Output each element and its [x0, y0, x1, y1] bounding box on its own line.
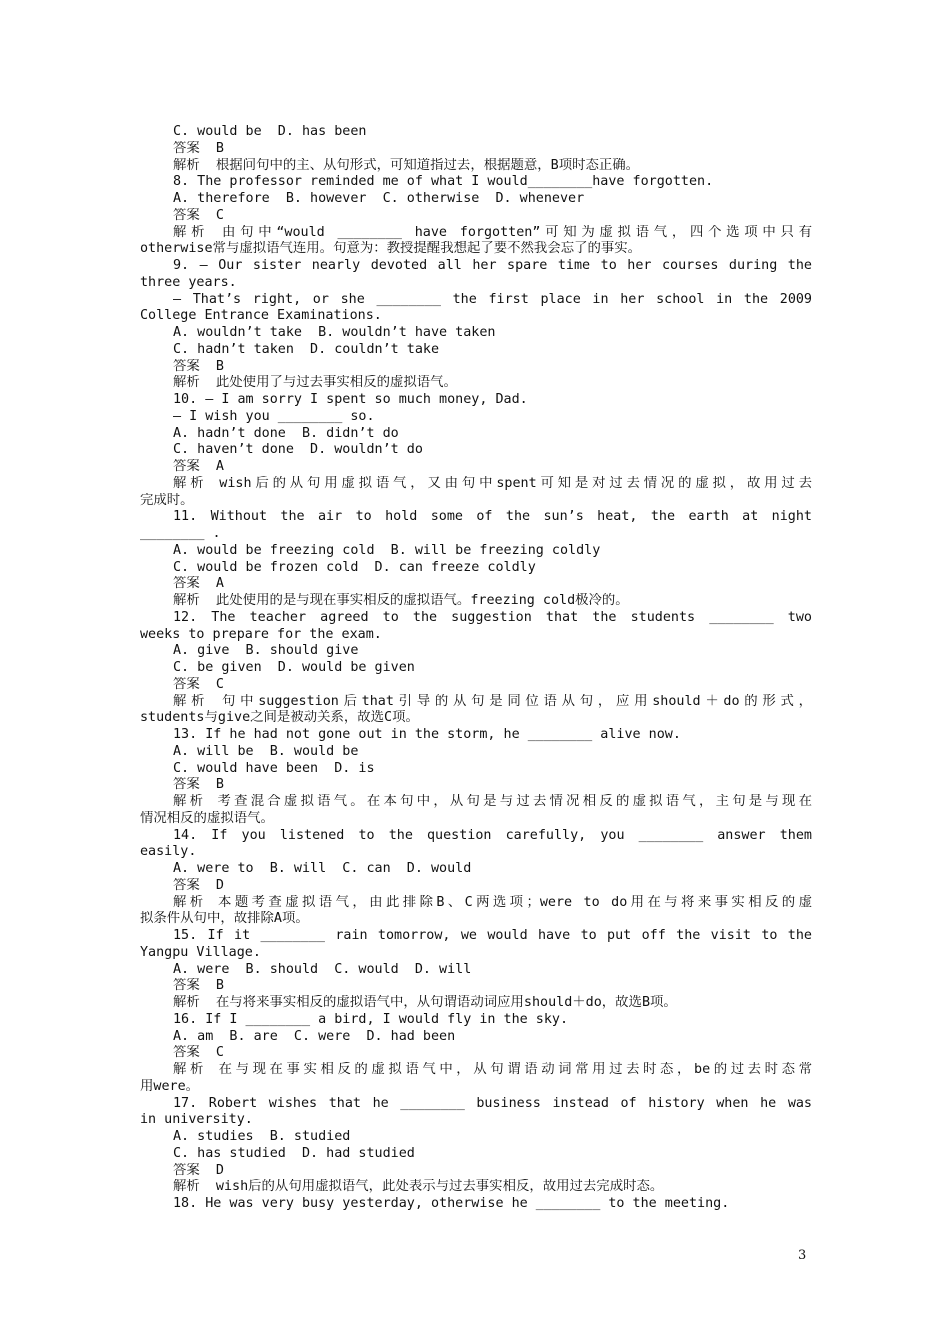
text-line: 答案 C — [173, 207, 224, 223]
text-line: weeks to prepare for the exam. — [140, 626, 382, 642]
text-line: 解析 考查混合虚拟语气。在本句中，从句是与过去情况相反的虚拟语气，主句是与现在 — [173, 794, 812, 809]
text-line: 答案 B — [173, 140, 224, 156]
text-line: 解析 此处使用的是与现在事实相反的虚拟语气。freezing cold极冷的。 — [173, 593, 629, 608]
text-line: 解析 句中suggestion后that引导的从句是同位语从句，应用should＋do的形式， — [173, 693, 812, 709]
text-line: 解析 由句中“would ________ have forgotten”可知为虚拟语气，四个选项中只有 — [173, 224, 812, 240]
text-line: 解析 wish后的从句用虚拟语气，又由句中spent可知是对过去情况的虚拟，故用过去 — [173, 475, 812, 491]
text-line: A. wouldn’t take B. wouldn’t have taken — [173, 325, 496, 340]
text-line: 答案 C — [173, 676, 224, 692]
text-line: 答案 B — [173, 978, 224, 994]
text-line: 答案 A — [173, 459, 224, 474]
text-line: A. studies B. studied — [173, 1129, 351, 1144]
text-line: A. were B. should C. would D. will — [173, 961, 472, 977]
text-line: A. were to B. will C. can D. would — [173, 861, 472, 876]
text-line: 情况相反的虚拟语气。 — [140, 810, 274, 826]
text-line: A. hadn’t done B. didn’t do — [173, 425, 399, 441]
document-body — [140, 124, 812, 1213]
text-line: A. would be freezing cold B. will be freezing coldly — [173, 542, 601, 558]
text-line: 解析 在与现在事实相反的虚拟语气中，从句谓语动词常用过去时态，be的过去时态常 — [173, 1062, 812, 1077]
text-line: A. therefore B. however C. otherwise D. whenever — [173, 191, 585, 206]
text-line: easily. — [140, 844, 197, 860]
text-line: C. hadn’t taken D. couldn’t take — [173, 341, 440, 357]
text-line: 解析 wish后的从句用虚拟语气，此处表示与过去事实相反，故用过去完成时态。 — [173, 1179, 664, 1195]
text-line: 答案 B — [173, 777, 224, 793]
text-line: 解析 此处使用了与过去事实相反的虚拟语气。 — [173, 375, 457, 391]
text-line: C. haven’t done D. wouldn’t do — [173, 442, 423, 458]
text-line: 完成时。 — [140, 492, 194, 508]
text-line: three years. — [140, 274, 237, 290]
text-line: students与give之间是被动关系，故选C项。 — [140, 710, 419, 726]
text-line: 答案 A — [173, 576, 224, 592]
text-line: College Entrance Examinations. — [140, 308, 382, 324]
text-line: 答案 D — [173, 1162, 224, 1178]
text-line: 14. If you listened to the question carefully, you ________ answer them — [173, 827, 812, 843]
text-line: 解析 在与将来事实相反的虚拟语气中，从句谓语动词应用should＋do，故选B项。 — [173, 995, 677, 1010]
text-line: C. would have been D. is — [173, 760, 375, 776]
text-line: 8. The professor reminded me of what I would________have forgotten. — [173, 174, 714, 190]
text-line: — That’s right, or she ________ the first place in her school in the 2009 — [173, 291, 812, 307]
text-line: 解析 根据问句中的主、从句形式，可知道指过去，根据题意，B项时态正确。 — [173, 157, 640, 173]
text-line: 拟条件从句中，故排除A项。 — [140, 911, 309, 927]
text-line: — I wish you ________ so. — [173, 408, 375, 424]
text-line: 答案 B — [173, 358, 224, 374]
text-line: ________ . — [140, 526, 221, 541]
text-line: C. would be D. has been — [173, 124, 367, 139]
text-line: C. be given D. would be given — [173, 660, 415, 675]
text-line: in university. — [140, 1112, 253, 1128]
text-line: 10. — I am sorry I spent so much money, Dad. — [173, 392, 528, 407]
text-line: C. has studied D. had studied — [173, 1145, 415, 1161]
text-line: 用were。 — [140, 1078, 200, 1094]
text-line: 9. — Our sister nearly devoted all her spare time to her courses during the — [173, 258, 812, 273]
text-line: A. am B. are C. were D. had been — [173, 1028, 456, 1044]
text-line: Yangpu Village. — [140, 944, 261, 960]
text-line: 11. Without the air to hold some of the sun’s heat, the earth at night — [173, 509, 812, 525]
text-line: 解析 本题考查虚拟语气，由此排除B、C两选项；were to do用在与将来事实相反的虚 — [173, 894, 812, 910]
text-line: 15. If it ________ rain tomorrow, we would have to put off the visit to the — [173, 928, 812, 943]
text-line: 18. He was very busy yesterday, otherwise he ________ to the meeting. — [173, 1196, 730, 1211]
page-number: 3 — [798, 1248, 807, 1263]
text-line: 答案 C — [173, 1045, 224, 1061]
text-line: 13. If he had not gone out in the storm, he ________ alive now. — [173, 727, 681, 742]
text-line: 16. If I ________ a bird, I would fly in the sky. — [173, 1011, 569, 1027]
text-line: 12. The teacher agreed to the suggestion that the students ________ two — [173, 609, 812, 625]
text-line: 17. Robert wishes that he ________ business instead of history when he was — [173, 1095, 812, 1111]
text-line: 答案 D — [173, 877, 224, 893]
text-line: A. will be B. would be — [173, 743, 359, 759]
text-line: C. would be frozen cold D. can freeze coldly — [173, 559, 536, 575]
text-line: A. give B. should give — [173, 643, 359, 659]
text-line: otherwise常与虚拟语气连用。句意为：教授提醒我想起了要不然我会忘了的事实。 — [140, 241, 642, 257]
